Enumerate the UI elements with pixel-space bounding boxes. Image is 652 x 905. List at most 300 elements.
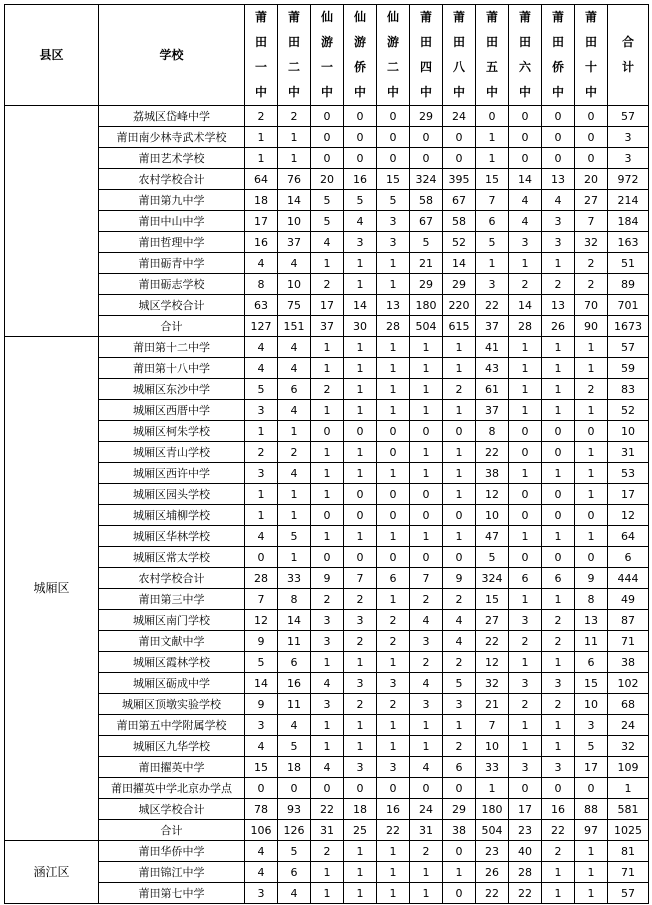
value-cell: 0 <box>443 547 476 568</box>
value-cell: 1 <box>410 442 443 463</box>
value-cell: 1 <box>509 652 542 673</box>
school-name-cell: 城厢区埔柳学校 <box>99 505 245 526</box>
table-row <box>5 463 649 484</box>
value-cell: 1 <box>542 337 575 358</box>
table-row <box>5 358 649 379</box>
value-cell: 1 <box>575 337 608 358</box>
value-cell: 2 <box>443 652 476 673</box>
table-row <box>5 484 649 505</box>
value-cell: 0 <box>443 148 476 169</box>
value-cell: 93 <box>278 799 311 820</box>
value-cell: 3 <box>377 211 410 232</box>
value-cell: 5 <box>377 190 410 211</box>
value-cell: 3 <box>575 715 608 736</box>
value-cell: 0 <box>509 442 542 463</box>
value-cell: 1 <box>575 463 608 484</box>
row-total-cell: 64 <box>608 526 649 547</box>
row-total-cell: 51 <box>608 253 649 274</box>
value-cell: 15 <box>377 169 410 190</box>
row-total-cell: 444 <box>608 568 649 589</box>
value-cell: 0 <box>410 148 443 169</box>
value-cell: 2 <box>443 379 476 400</box>
value-cell: 324 <box>410 169 443 190</box>
value-cell: 1 <box>311 883 344 904</box>
value-cell: 1 <box>542 358 575 379</box>
value-cell: 5 <box>278 526 311 547</box>
value-cell: 15 <box>476 589 509 610</box>
col-header-9: 莆 田 六 中 <box>509 5 542 106</box>
value-cell: 3 <box>410 694 443 715</box>
value-cell: 0 <box>377 106 410 127</box>
value-cell: 5 <box>245 379 278 400</box>
table-body <box>5 106 649 904</box>
value-cell: 1 <box>377 337 410 358</box>
value-cell: 37 <box>476 400 509 421</box>
value-cell: 8 <box>278 589 311 610</box>
value-cell: 1 <box>476 148 509 169</box>
value-cell: 22 <box>311 799 344 820</box>
col-header-8: 莆 田 五 中 <box>476 5 509 106</box>
value-cell: 6 <box>278 652 311 673</box>
value-cell: 1 <box>443 358 476 379</box>
value-cell: 151 <box>278 316 311 337</box>
value-cell: 5 <box>278 841 311 862</box>
value-cell: 11 <box>278 631 311 652</box>
value-cell: 12 <box>476 484 509 505</box>
value-cell: 1 <box>377 883 410 904</box>
value-cell: 0 <box>278 778 311 799</box>
value-cell: 3 <box>377 757 410 778</box>
value-cell: 6 <box>278 379 311 400</box>
value-cell: 11 <box>575 631 608 652</box>
value-cell: 27 <box>575 190 608 211</box>
table-row <box>5 820 649 841</box>
value-cell: 0 <box>410 127 443 148</box>
value-cell: 0 <box>575 421 608 442</box>
value-cell: 1 <box>542 736 575 757</box>
value-cell: 2 <box>311 274 344 295</box>
school-header: 学校 <box>99 5 245 106</box>
value-cell: 20 <box>575 169 608 190</box>
value-cell: 1 <box>443 715 476 736</box>
value-cell: 0 <box>377 547 410 568</box>
value-cell: 23 <box>476 841 509 862</box>
value-cell: 1 <box>542 883 575 904</box>
table-row <box>5 253 649 274</box>
value-cell: 70 <box>575 295 608 316</box>
table-row <box>5 232 649 253</box>
value-cell: 2 <box>245 106 278 127</box>
school-name-cell: 莆田擢英中学 <box>99 757 245 778</box>
value-cell: 14 <box>245 673 278 694</box>
value-cell: 5 <box>311 190 344 211</box>
value-cell: 4 <box>278 358 311 379</box>
admission-table <box>4 4 649 904</box>
value-cell: 1 <box>509 358 542 379</box>
value-cell: 29 <box>410 274 443 295</box>
value-cell: 4 <box>245 253 278 274</box>
value-cell: 1 <box>377 253 410 274</box>
value-cell: 2 <box>575 274 608 295</box>
value-cell: 4 <box>410 757 443 778</box>
school-name-cell: 莆田哲理中学 <box>99 232 245 253</box>
value-cell: 1 <box>377 589 410 610</box>
value-cell: 3 <box>245 715 278 736</box>
value-cell: 1 <box>542 526 575 547</box>
school-name-cell: 城厢区南门学校 <box>99 610 245 631</box>
value-cell: 3 <box>245 400 278 421</box>
value-cell: 2 <box>377 694 410 715</box>
value-cell: 52 <box>443 232 476 253</box>
value-cell: 1 <box>311 652 344 673</box>
value-cell: 0 <box>377 484 410 505</box>
row-total-cell: 38 <box>608 652 649 673</box>
value-cell: 6 <box>509 568 542 589</box>
value-cell: 4 <box>278 715 311 736</box>
value-cell: 1 <box>377 358 410 379</box>
value-cell: 5 <box>410 232 443 253</box>
value-cell: 1 <box>443 442 476 463</box>
value-cell: 1 <box>575 358 608 379</box>
value-cell: 1 <box>542 589 575 610</box>
value-cell: 8 <box>575 589 608 610</box>
table-row <box>5 883 649 904</box>
value-cell: 1 <box>575 526 608 547</box>
school-name-cell: 城厢区西厝中学 <box>99 400 245 421</box>
value-cell: 0 <box>377 778 410 799</box>
value-cell: 88 <box>575 799 608 820</box>
value-cell: 0 <box>344 127 377 148</box>
school-name-cell: 莆田南少林寺武术学校 <box>99 127 245 148</box>
value-cell: 1 <box>311 253 344 274</box>
value-cell: 2 <box>542 274 575 295</box>
value-cell: 1 <box>245 484 278 505</box>
row-total-cell: 3 <box>608 148 649 169</box>
value-cell: 28 <box>245 568 278 589</box>
value-cell: 3 <box>542 232 575 253</box>
value-cell: 2 <box>278 106 311 127</box>
school-name-cell: 莆田文献中学 <box>99 631 245 652</box>
table-row <box>5 862 649 883</box>
table-row <box>5 211 649 232</box>
value-cell: 1 <box>575 841 608 862</box>
table-row <box>5 379 649 400</box>
row-total-cell: 89 <box>608 274 649 295</box>
value-cell: 1 <box>311 736 344 757</box>
value-cell: 4 <box>410 610 443 631</box>
value-cell: 0 <box>245 547 278 568</box>
table-row <box>5 274 649 295</box>
district-header: 县区 <box>5 5 99 106</box>
col-header-10: 莆 田 侨 中 <box>542 5 575 106</box>
value-cell: 4 <box>245 526 278 547</box>
value-cell: 0 <box>542 505 575 526</box>
value-cell: 1 <box>443 463 476 484</box>
value-cell: 0 <box>344 106 377 127</box>
value-cell: 1 <box>377 400 410 421</box>
value-cell: 1 <box>344 274 377 295</box>
value-cell: 12 <box>245 610 278 631</box>
value-cell: 4 <box>311 232 344 253</box>
value-cell: 13 <box>575 610 608 631</box>
value-cell: 1 <box>542 463 575 484</box>
value-cell: 8 <box>476 421 509 442</box>
value-cell: 4 <box>509 190 542 211</box>
value-cell: 1 <box>542 379 575 400</box>
value-cell: 10 <box>476 736 509 757</box>
value-cell: 0 <box>476 106 509 127</box>
value-cell: 1 <box>344 862 377 883</box>
value-cell: 1 <box>311 526 344 547</box>
row-total-cell: 71 <box>608 631 649 652</box>
value-cell: 4 <box>245 841 278 862</box>
value-cell: 16 <box>377 799 410 820</box>
table-row <box>5 442 649 463</box>
table-row <box>5 190 649 211</box>
value-cell: 16 <box>542 799 575 820</box>
value-cell: 15 <box>245 757 278 778</box>
value-cell: 7 <box>245 589 278 610</box>
value-cell: 1 <box>476 253 509 274</box>
value-cell: 0 <box>575 127 608 148</box>
value-cell: 2 <box>344 694 377 715</box>
table-row <box>5 652 649 673</box>
value-cell: 18 <box>344 799 377 820</box>
school-name-cell: 城区学校合计 <box>99 295 245 316</box>
value-cell: 2 <box>344 631 377 652</box>
value-cell: 10 <box>278 211 311 232</box>
row-total-cell: 214 <box>608 190 649 211</box>
value-cell: 28 <box>377 316 410 337</box>
value-cell: 28 <box>509 316 542 337</box>
value-cell: 1 <box>575 484 608 505</box>
table-row <box>5 610 649 631</box>
value-cell: 9 <box>245 694 278 715</box>
value-cell: 3 <box>509 232 542 253</box>
value-cell: 1 <box>410 862 443 883</box>
value-cell: 2 <box>410 589 443 610</box>
value-cell: 2 <box>509 694 542 715</box>
value-cell: 0 <box>410 547 443 568</box>
value-cell: 504 <box>476 820 509 841</box>
value-cell: 7 <box>410 568 443 589</box>
value-cell: 2 <box>311 841 344 862</box>
row-total-cell: 71 <box>608 862 649 883</box>
value-cell: 12 <box>476 652 509 673</box>
table-row <box>5 526 649 547</box>
value-cell: 0 <box>542 127 575 148</box>
table-row <box>5 694 649 715</box>
value-cell: 3 <box>443 694 476 715</box>
value-cell: 14 <box>509 295 542 316</box>
value-cell: 27 <box>476 610 509 631</box>
school-name-cell: 城厢区九华学校 <box>99 736 245 757</box>
value-cell: 14 <box>509 169 542 190</box>
value-cell: 1 <box>509 526 542 547</box>
value-cell: 3 <box>344 232 377 253</box>
value-cell: 4 <box>245 337 278 358</box>
row-total-cell: 1673 <box>608 316 649 337</box>
value-cell: 0 <box>509 547 542 568</box>
value-cell: 3 <box>344 610 377 631</box>
row-total-cell: 17 <box>608 484 649 505</box>
value-cell: 3 <box>245 883 278 904</box>
value-cell: 0 <box>542 484 575 505</box>
table-row <box>5 169 649 190</box>
value-cell: 0 <box>509 778 542 799</box>
value-cell: 1 <box>245 505 278 526</box>
value-cell: 21 <box>410 253 443 274</box>
value-cell: 97 <box>575 820 608 841</box>
row-total-cell: 581 <box>608 799 649 820</box>
table-row <box>5 715 649 736</box>
school-name-cell: 城厢区柯朱学校 <box>99 421 245 442</box>
school-name-cell: 合计 <box>99 316 245 337</box>
value-cell: 29 <box>443 274 476 295</box>
value-cell: 1 <box>443 484 476 505</box>
value-cell: 1 <box>311 463 344 484</box>
value-cell: 15 <box>476 169 509 190</box>
value-cell: 1 <box>344 253 377 274</box>
value-cell: 1 <box>278 484 311 505</box>
value-cell: 0 <box>509 148 542 169</box>
value-cell: 17 <box>575 757 608 778</box>
value-cell: 0 <box>575 148 608 169</box>
value-cell: 1 <box>311 358 344 379</box>
row-total-cell: 81 <box>608 841 649 862</box>
value-cell: 1 <box>344 442 377 463</box>
value-cell: 32 <box>476 673 509 694</box>
value-cell: 22 <box>509 883 542 904</box>
value-cell: 180 <box>476 799 509 820</box>
value-cell: 16 <box>344 169 377 190</box>
table-row <box>5 400 649 421</box>
value-cell: 16 <box>278 673 311 694</box>
value-cell: 1 <box>410 715 443 736</box>
value-cell: 29 <box>410 106 443 127</box>
row-total-cell: 1 <box>608 778 649 799</box>
value-cell: 13 <box>377 295 410 316</box>
value-cell: 1 <box>542 715 575 736</box>
col-header-7: 莆 田 八 中 <box>443 5 476 106</box>
table-row <box>5 421 649 442</box>
value-cell: 1 <box>509 253 542 274</box>
value-cell: 7 <box>575 211 608 232</box>
value-cell: 18 <box>278 757 311 778</box>
value-cell: 220 <box>443 295 476 316</box>
value-cell: 1 <box>410 337 443 358</box>
value-cell: 43 <box>476 358 509 379</box>
value-cell: 38 <box>443 820 476 841</box>
row-total-cell: 52 <box>608 400 649 421</box>
value-cell: 8 <box>245 274 278 295</box>
value-cell: 2 <box>509 274 542 295</box>
value-cell: 2 <box>377 631 410 652</box>
value-cell: 3 <box>509 673 542 694</box>
value-cell: 5 <box>311 211 344 232</box>
table-row <box>5 295 649 316</box>
value-cell: 0 <box>443 505 476 526</box>
value-cell: 2 <box>311 589 344 610</box>
value-cell: 0 <box>377 148 410 169</box>
value-cell: 7 <box>476 190 509 211</box>
value-cell: 0 <box>311 421 344 442</box>
school-name-cell: 莆田第三中学 <box>99 589 245 610</box>
value-cell: 14 <box>278 610 311 631</box>
value-cell: 4 <box>278 253 311 274</box>
table-row <box>5 127 649 148</box>
row-total-cell: 31 <box>608 442 649 463</box>
district-cell: 城厢区 <box>5 337 99 841</box>
value-cell: 63 <box>245 295 278 316</box>
value-cell: 58 <box>443 211 476 232</box>
school-name-cell: 莆田锦江中学 <box>99 862 245 883</box>
value-cell: 0 <box>443 778 476 799</box>
value-cell: 0 <box>344 505 377 526</box>
value-cell: 22 <box>476 295 509 316</box>
value-cell: 1 <box>245 127 278 148</box>
value-cell: 1 <box>575 883 608 904</box>
table-row <box>5 337 649 358</box>
value-cell: 10 <box>278 274 311 295</box>
value-cell: 64 <box>245 169 278 190</box>
row-total-cell: 83 <box>608 379 649 400</box>
value-cell: 1 <box>542 652 575 673</box>
school-name-cell: 合计 <box>99 820 245 841</box>
value-cell: 0 <box>344 547 377 568</box>
value-cell: 2 <box>410 841 443 862</box>
value-cell: 2 <box>542 694 575 715</box>
value-cell: 3 <box>344 673 377 694</box>
value-cell: 1 <box>575 862 608 883</box>
value-cell: 1 <box>377 862 410 883</box>
value-cell: 1 <box>410 883 443 904</box>
value-cell: 1 <box>245 421 278 442</box>
value-cell: 2 <box>575 379 608 400</box>
value-cell: 0 <box>443 127 476 148</box>
row-total-cell: 57 <box>608 337 649 358</box>
value-cell: 1 <box>278 127 311 148</box>
value-cell: 1 <box>377 463 410 484</box>
value-cell: 4 <box>245 358 278 379</box>
value-cell: 4 <box>278 883 311 904</box>
value-cell: 4 <box>443 631 476 652</box>
row-total-cell: 59 <box>608 358 649 379</box>
table-row <box>5 148 649 169</box>
value-cell: 2 <box>443 589 476 610</box>
value-cell: 25 <box>344 820 377 841</box>
value-cell: 180 <box>410 295 443 316</box>
value-cell: 2 <box>344 589 377 610</box>
school-name-cell: 城厢区常太学校 <box>99 547 245 568</box>
value-cell: 1 <box>344 526 377 547</box>
table-row <box>5 673 649 694</box>
value-cell: 4 <box>443 610 476 631</box>
value-cell: 1 <box>443 337 476 358</box>
value-cell: 0 <box>311 547 344 568</box>
value-cell: 1 <box>377 652 410 673</box>
row-total-cell: 87 <box>608 610 649 631</box>
school-name-cell: 莆田擢英中学北京办学点 <box>99 778 245 799</box>
table-row <box>5 505 649 526</box>
school-name-cell: 莆田第七中学 <box>99 883 245 904</box>
admission-table-wrapper <box>4 4 649 904</box>
value-cell: 1 <box>542 862 575 883</box>
value-cell: 14 <box>278 190 311 211</box>
value-cell: 5 <box>245 652 278 673</box>
value-cell: 67 <box>410 211 443 232</box>
table-row <box>5 778 649 799</box>
